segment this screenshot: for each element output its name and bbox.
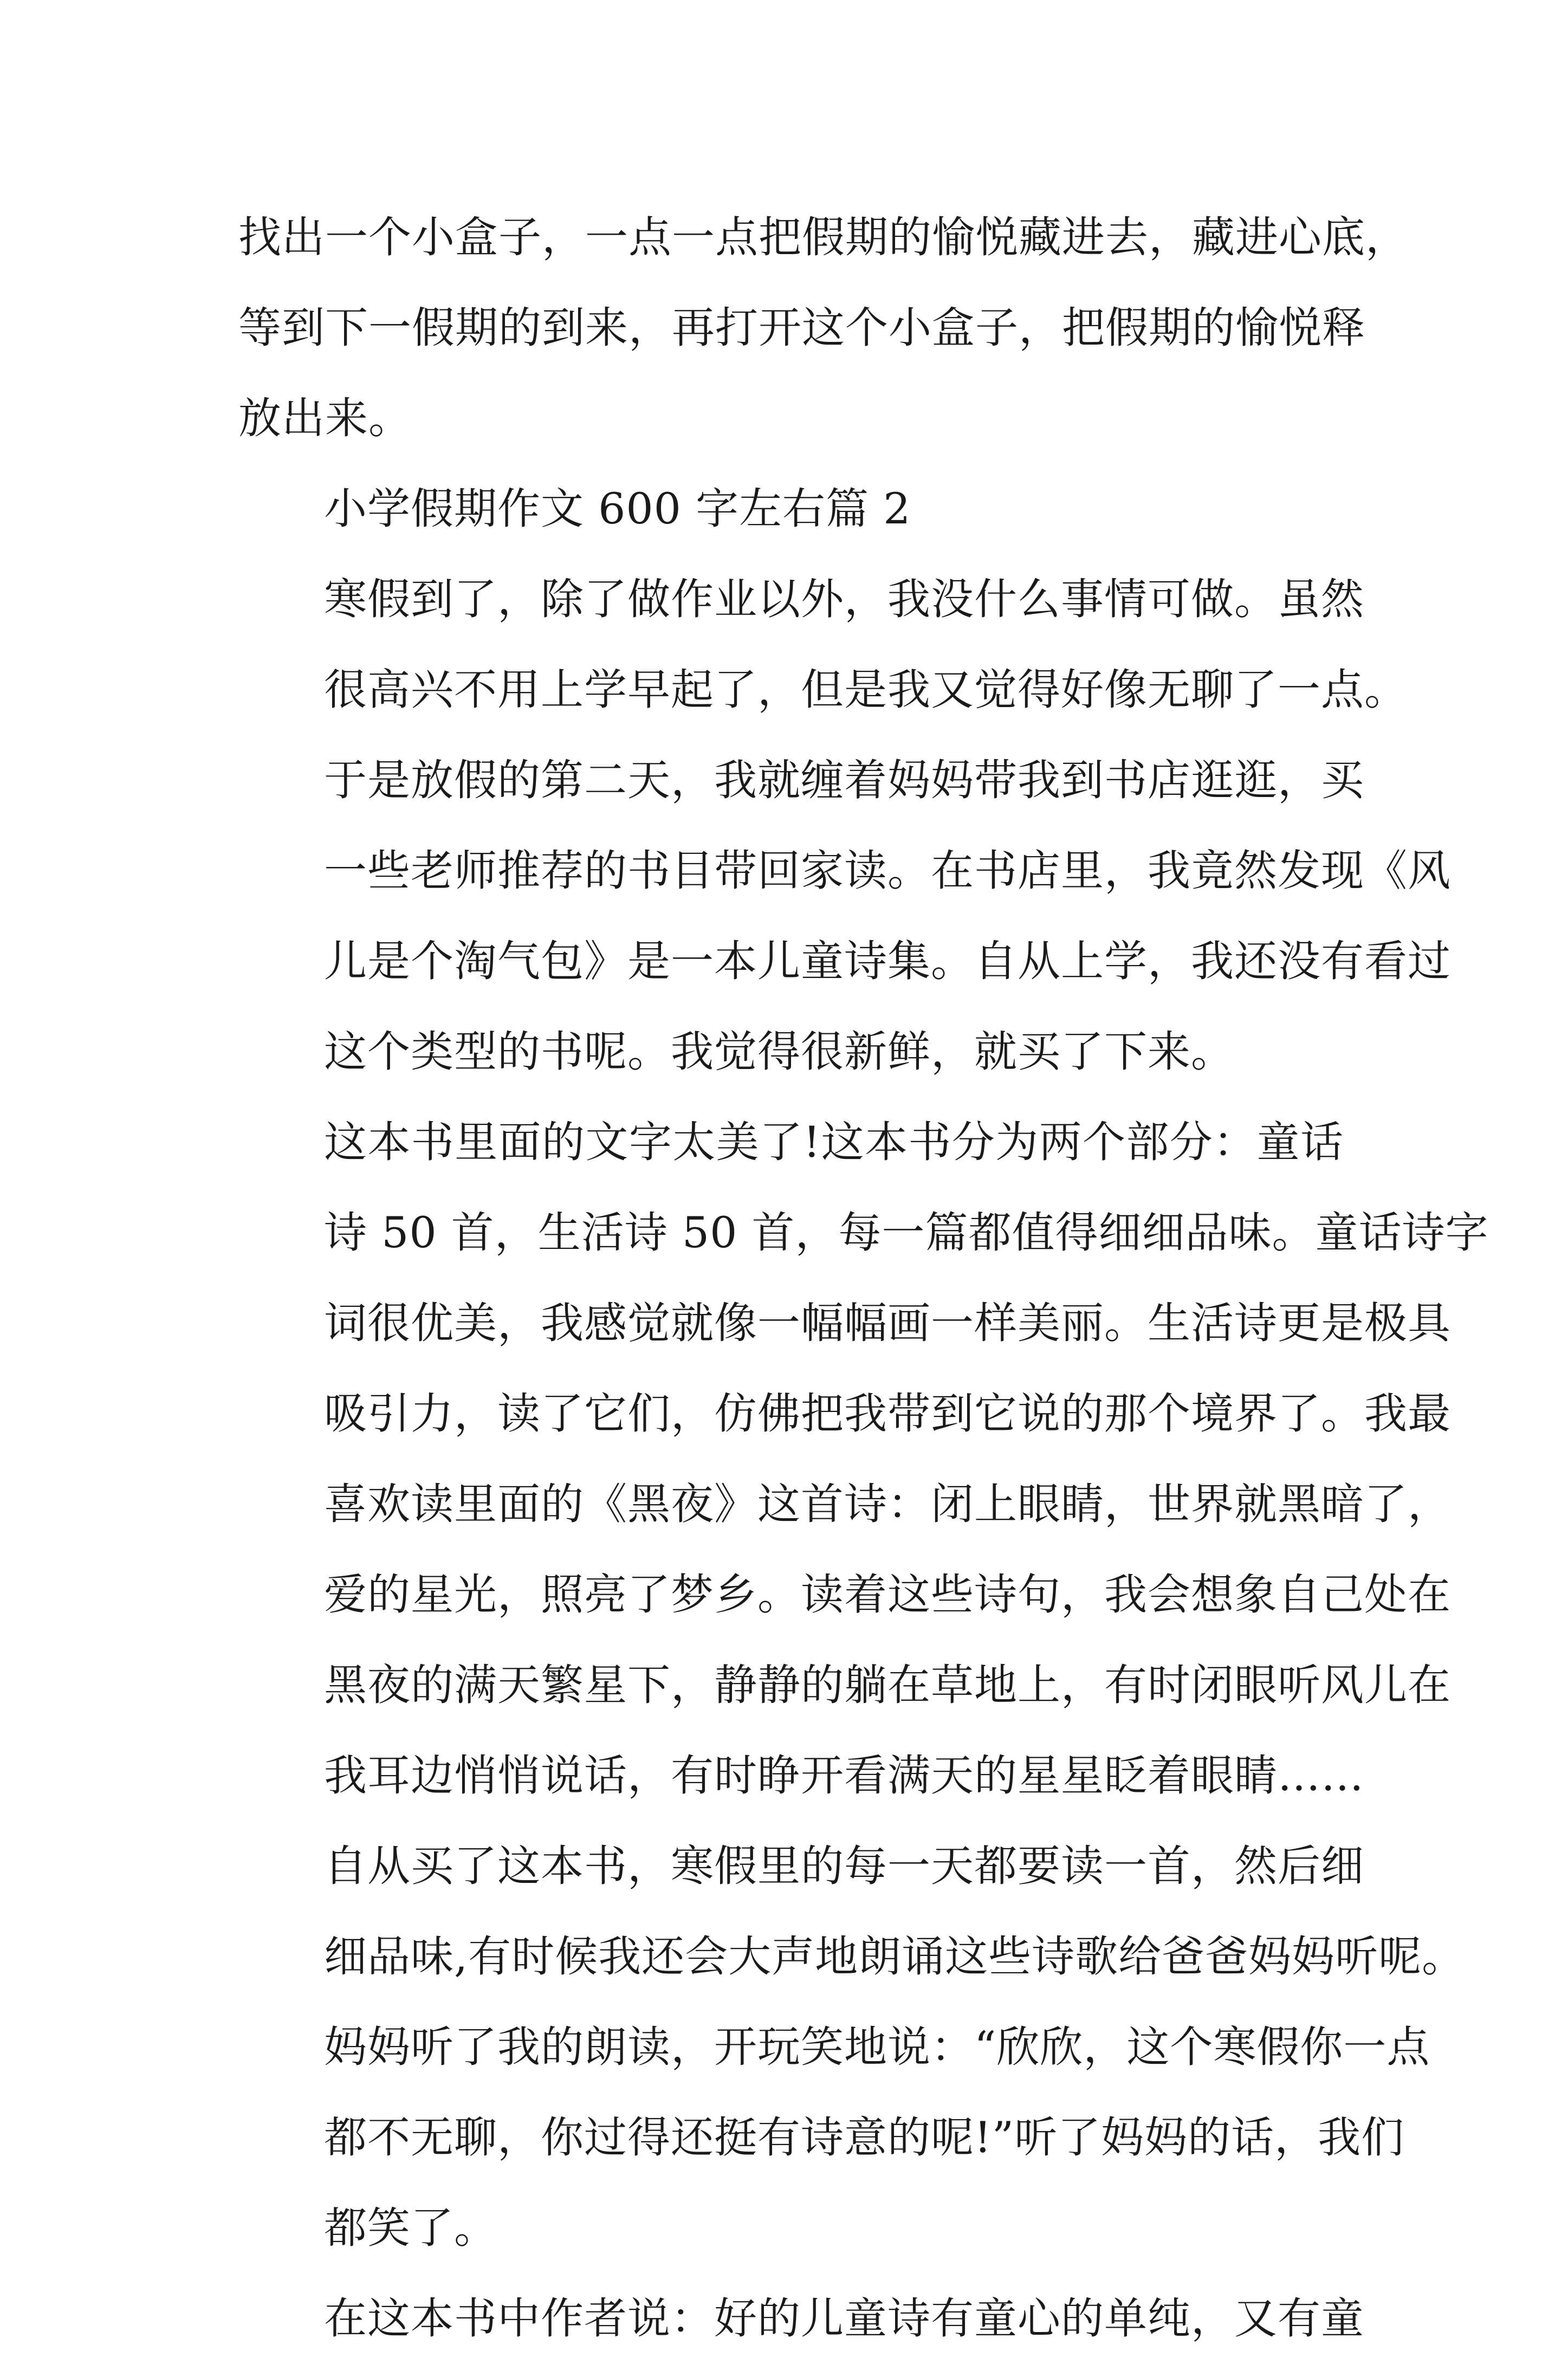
text-line: 这个类型的书呢。我觉得很新鲜，就买了下来。: [324, 1027, 1234, 1077]
paragraph-3: [238, 735, 1451, 1097]
text-line: 寒假到了，除了做作业以外，我没什么事情可做。虽然: [324, 574, 1364, 624]
text-line: 妈妈听了我的朗读，开玩笑地说：“欣欣，这个寒假你一点: [324, 2022, 1430, 2072]
text-line: 一些老师推荐的书目带回家读。在书店里，我竟然发现《风: [324, 846, 1451, 896]
text-line: 我耳边悄悄说话，有时睁开看满天的星星眨着眼睛……: [324, 1751, 1364, 1800]
text-line: 都不无聊，你过得还挺有诗意的呢!”听了妈妈的话，我们: [324, 2113, 1405, 2162]
text-line: 找出一个小盒子，一点一点把假期的愉悦藏进去，藏进心底，: [238, 212, 1409, 262]
heading-line: 小学假期作文 600 字左右篇 2: [324, 484, 911, 534]
paragraph-4: [238, 1097, 1489, 1821]
text-line: 于是放假的第二天，我就缠着妈妈带我到书店逛逛，买: [324, 755, 1364, 805]
text-line: 爱的星光，照亮了梦乡。读着这些诗句，我会想象自己处在: [324, 1570, 1451, 1620]
text-line: 自从买了这本书，寒假里的每一天都要读一首，然后细: [324, 1841, 1364, 1891]
text-line: 很高兴不用上学早起了，但是我又觉得好像无聊了一点。: [324, 665, 1408, 715]
text-line: 都笑了。: [324, 2203, 497, 2253]
paragraph-1: [238, 192, 1409, 464]
text-line: 词很优美，我感觉就像一幅幅画一样美丽。生活诗更是极具: [324, 1298, 1451, 1348]
text-line: 这本书里面的文字太美了!这本书分为两个部分：童话: [324, 1117, 1344, 1167]
section-heading: [238, 464, 1344, 554]
paragraph-5: [238, 1821, 1466, 2274]
text-line: 黑夜的满天繁星下，静静的躺在草地上，有时闭眼听风儿在: [324, 1660, 1451, 1710]
text-line: 儿是个淘气包》是一本儿童诗集。自从上学，我还没有看过: [324, 936, 1451, 986]
text-line: 在这本书中作者说：好的儿童诗有童心的单纯，又有童: [324, 2294, 1364, 2343]
document-body: [238, 192, 1489, 2364]
paragraph-2: [238, 554, 1408, 735]
text-line: 细品味,有时候我还会大声地朗诵这些诗歌给爸爸妈妈听呢。: [324, 1932, 1466, 1981]
text-line: 吸引力，读了它们，仿佛把我带到它说的那个境界了。我最: [324, 1389, 1451, 1439]
text-line: 放出来。: [238, 393, 412, 443]
paragraph-6: [238, 2274, 1364, 2364]
text-line: 等到下一假期的到来，再打开这个小盒子，把假期的愉悦释: [238, 303, 1365, 353]
text-line: 诗 50 首，生活诗 50 首，每一篇都值得细细品味。童话诗字: [324, 1208, 1489, 1258]
text-line: 喜欢读里面的《黑夜》这首诗：闭上眼睛，世界就黑暗了，: [324, 1479, 1451, 1529]
